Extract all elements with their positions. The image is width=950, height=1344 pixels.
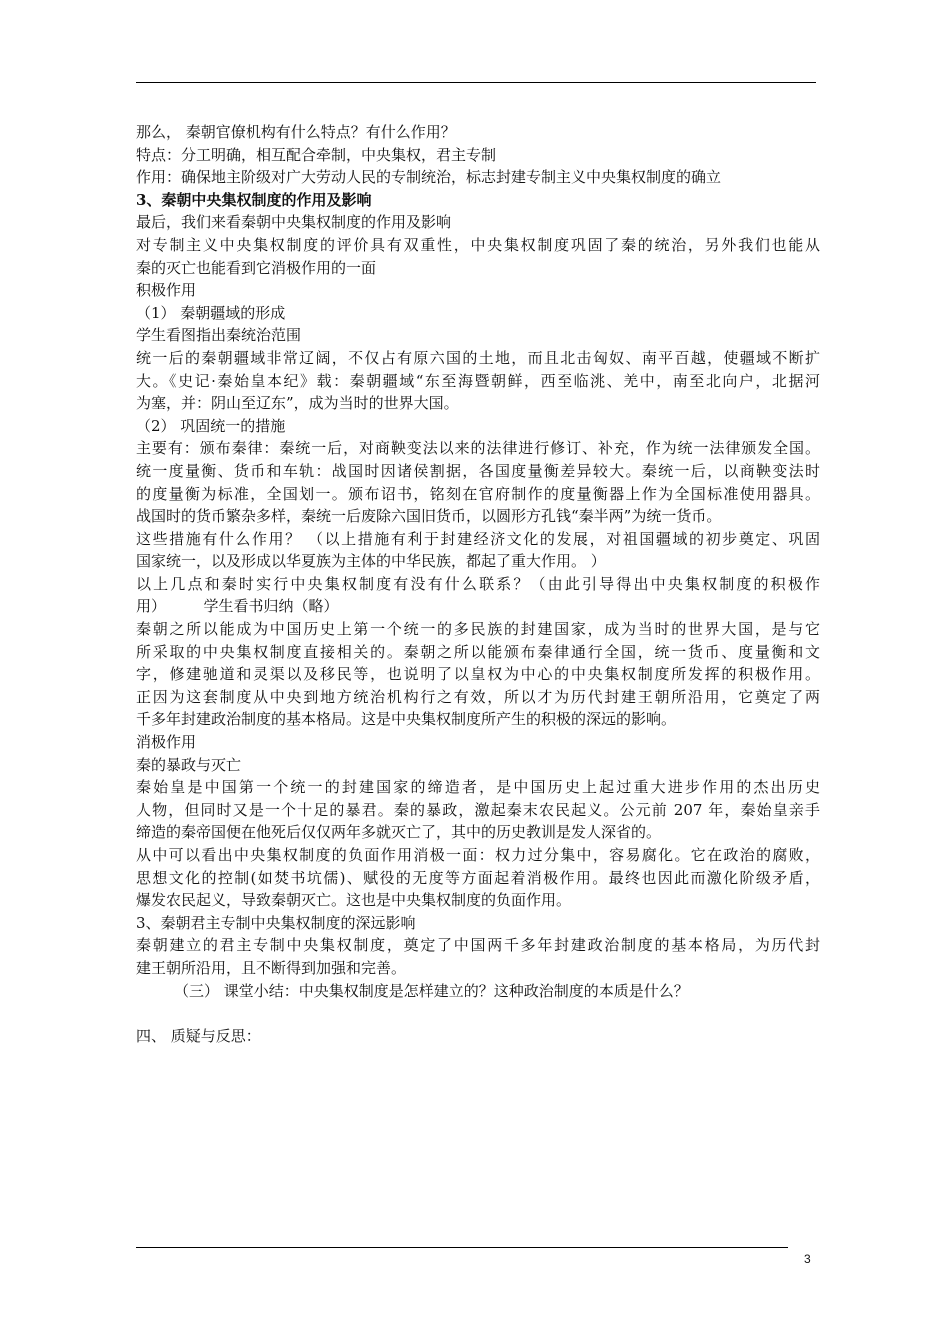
text-line: 秦朝之所以能成为中国历史上第一个统一的多民族的封建国家，成为当时的世界大国，是与它 (136, 620, 820, 639)
section-heading: 四、 质疑与反思： (136, 1026, 261, 1045)
text-line: 秦朝建立的君主专制中央集权制度，奠定了中国两千多年封建政治制度的基本格局，为历代封 (136, 936, 820, 955)
text-line: 为塞，并：阴山至辽东”，成为当时的世界大国。 (136, 394, 459, 413)
text-line: 统一后的秦朝疆域非常辽阔，不仅占有原六国的土地，而且北击匈奴、南平百越，使疆域不断扩 (136, 348, 820, 367)
text-line: 学生看图指出秦统治范围 (136, 326, 302, 345)
text-line: 战国时的货币繁杂多样，秦统一后废除六国旧货币，以圆形方孔钱“秦半两”为统一货币。 (136, 507, 722, 526)
text-line: 那么， 秦朝官僚机构有什么特点？有什么作用？ (136, 123, 456, 141)
text-line: 统一度量衡、货币和车轨：战国时因诸侯割据，各国度量衡差异较大。秦统一后，以商鞅变法时 (136, 461, 820, 480)
text-line: 对专制主义中央集权制度的评价具有双重性，中央集权制度巩固了秦的统治，另外我们也能从 (136, 235, 820, 254)
footer-rule (136, 1247, 788, 1248)
text-line: 千多年封建政治制度的基本格局。这是中央集权制度所产生的积极的深远的影响。 (136, 710, 677, 729)
page-number: 3 (804, 1252, 811, 1266)
text-line: 爆发农民起义，导致秦朝灭亡。这也是中央集权制度的负面作用。 (136, 891, 572, 910)
document-body (136, 121, 820, 1047)
header-rule (136, 82, 816, 83)
section-heading: 3、秦朝君主专制中央集权制度的深远影响 (136, 913, 416, 932)
text-line: 秦的灭亡也能看到它消极作用的一面 (136, 258, 377, 277)
text-line: 作用：确保地主阶级对广大劳动人民的专制统治，标志封建专制主义中央集权制度的确立 (136, 168, 722, 187)
blank-line (136, 1002, 820, 1025)
text-line: 人物，但同时又是一个十足的暴君。秦的暴政，激起秦末农民起义。公元前 207 年，秦始皇亲手 (136, 800, 820, 819)
subheading: 消极作用 (136, 733, 197, 752)
text-line: 从中可以看出中央集权制度的负面作用消极一面：权力过分集中，容易腐化。它在政治的腐败， (136, 846, 820, 864)
text-line: 思想文化的控制(如焚书坑儒)、赋役的无度等方面起着消极作用。最终也因此而激化阶级矛盾， (136, 868, 820, 887)
subheading: 秦的暴政与灭亡 (136, 755, 242, 774)
text-line: 正因为这套制度从中央到地方统治机构行之有效，所以才为历代封建王朝所沿用，它奠定了两 (136, 687, 820, 706)
subheading: （2） 巩固统一的措施 (136, 416, 286, 435)
text-line: 大。《史记·秦始皇本纪》载：秦朝疆域“东至海暨朝鲜，西至临洮、羌中，南至北向户，北据河 (136, 371, 820, 390)
text-line: 以上几点和秦时实行中央集权制度有没有什么联系？（由此引导得出中央集权制度的积极作 (136, 574, 820, 593)
text-line: 最后，我们来看秦朝中央集权制度的作用及影响 (136, 213, 452, 232)
subheading: 积极作用 (136, 281, 197, 300)
subheading: （1） 秦朝疆域的形成 (136, 303, 286, 322)
text-line: 建王朝所沿用，且不断得到加强和完善。 (136, 958, 407, 977)
text-line: 主要有：颁布秦律：秦统一后，对商鞅变法以来的法律进行修订、补充，作为统一法律颁发全国。 (136, 439, 820, 458)
text-line: 用） 学生看书归纳（略） (136, 597, 339, 616)
summary-line: （三） 课堂小结：中央集权制度是怎样建立的？这种政治制度的本质是什么？ (174, 981, 689, 1000)
text-line: 的度量衡为标准，全国划一。颁布诏书，铭刻在官府制作的度量衡器上作为全国标准使用器具。 (136, 484, 820, 503)
text-line: 特点：分工明确，相互配合牵制，中央集权，君主专制 (136, 145, 497, 164)
text-line: 秦始皇是中国第一个统一的封建国家的缔造者，是中国历史上起过重大进步作用的杰出历史 (136, 778, 820, 797)
text-line: 所采取的中央集权制度直接相关的。秦朝之所以能颁布秦律通行全国，统一货币、度量衡和文 (136, 642, 820, 661)
text-line: 国家统一，以及形成以华夏族为主体的中华民族，都起了重大作用。 ） (136, 552, 606, 571)
text-line: 字，修建驰道和灵渠以及移民等，也说明了以皇权为中心的中央集权制度所发挥的积极作用。 (136, 665, 820, 684)
section-heading: 3、秦朝中央集权制度的作用及影响 (136, 190, 372, 209)
text-line: 这些措施有什么作用？ （以上措施有利于封建经济文化的发展，对祖国疆域的初步奠定、巩固 (136, 529, 820, 548)
text-line: 缔造的秦帝国便在他死后仅仅两年多就灭亡了，其中的历史教训是发人深省的。 (136, 823, 662, 842)
